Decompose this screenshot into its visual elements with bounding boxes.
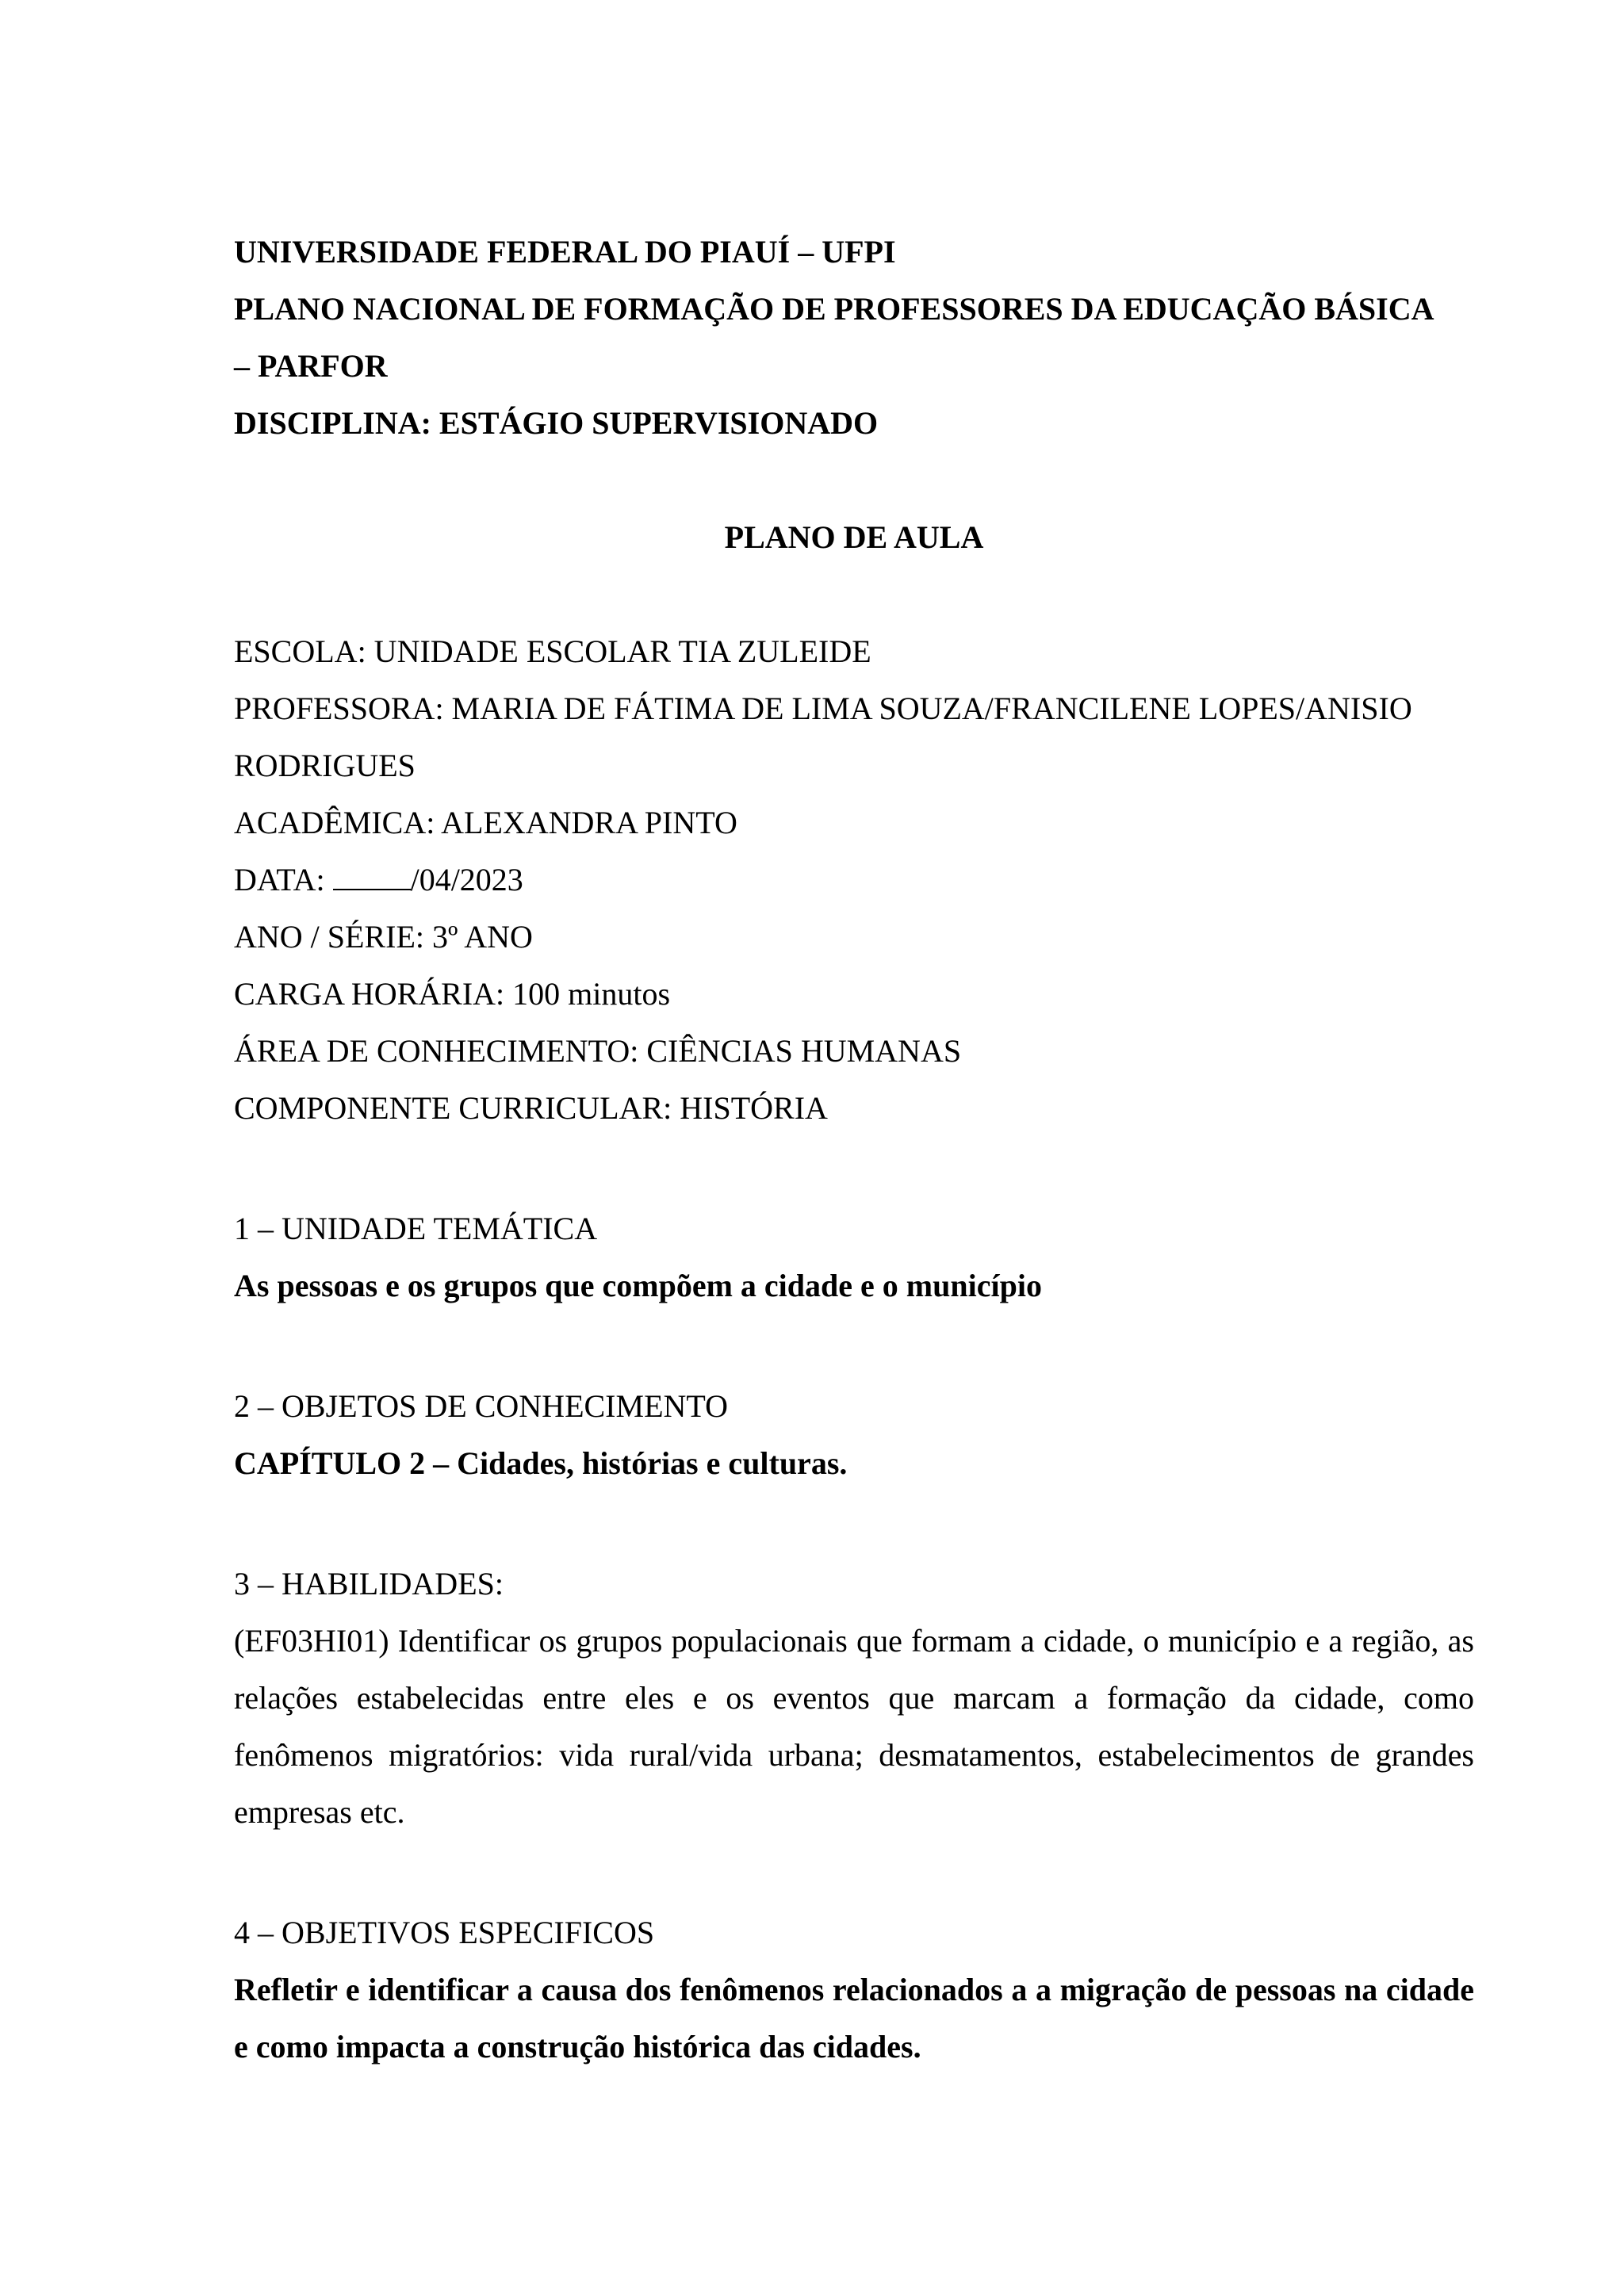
- info-carga-horaria: CARGA HORÁRIA: 100 minutos: [234, 976, 671, 1012]
- data-label: DATA:: [234, 862, 325, 897]
- info-data: [234, 851, 1474, 909]
- program-name-line1: PLANO NACIONAL DE FORMAÇÃO DE PROFESSORES DA EDUCAÇÃO BÁSICA: [234, 291, 1434, 327]
- spacer: [234, 1137, 1474, 1200]
- document-page: [234, 224, 1474, 2076]
- document-title: PLANO DE AULA: [724, 519, 984, 555]
- spacer: [234, 452, 1474, 509]
- section4-heading: 4 – OBJETIVOS ESPECIFICOS: [234, 1915, 655, 1950]
- data-blank-field: [333, 867, 411, 890]
- data-value: /04/2023: [410, 862, 523, 897]
- spacer: [234, 566, 1474, 623]
- info-academica: ACADÊMICA: ALEXANDRA PINTO: [234, 805, 737, 840]
- spacer: [234, 1314, 1474, 1378]
- info-professora-line2: RODRIGUES: [234, 748, 416, 783]
- info-componente: COMPONENTE CURRICULAR: HISTÓRIA: [234, 1090, 828, 1126]
- info-professora-line1: PROFESSORA: MARIA DE FÁTIMA DE LIMA SOUZA/FRANCILENE LOPES/ANISIO: [234, 691, 1412, 726]
- info-ano-serie: ANO / SÉRIE: 3º ANO: [234, 919, 533, 955]
- spacer: [234, 1492, 1474, 1556]
- section2-heading: 2 – OBJETOS DE CONHECIMENTO: [234, 1388, 728, 1424]
- section1-heading: 1 – UNIDADE TEMÁTICA: [234, 1211, 598, 1246]
- section3-body: (EF03HI01) Identificar os grupos populacionais que formam a cidade, o município e a região, as relações estabelecidas entre eles e os eventos que marcam a formação da cidade, como fenômenos migratórios: vida rural/vida urbana; desmatamentos, estabelecimentos de grandes empresas etc.: [234, 1623, 1474, 1830]
- university-name: UNIVERSIDADE FEDERAL DO PIAUÍ – UFPI: [234, 234, 896, 270]
- spacer: [234, 1841, 1474, 1904]
- section2-body: CAPÍTULO 2 – Cidades, histórias e culturas.: [234, 1445, 848, 1481]
- section3-heading: 3 – HABILIDADES:: [234, 1566, 504, 1601]
- info-escola: ESCOLA: UNIDADE ESCOLAR TIA ZULEIDE: [234, 633, 871, 669]
- discipline-name: DISCIPLINA: ESTÁGIO SUPERVISIONADO: [234, 405, 879, 441]
- section1-body: As pessoas e os grupos que compõem a cidade e o município: [234, 1268, 1042, 1303]
- program-name-line2: – PARFOR: [234, 348, 388, 384]
- info-area: ÁREA DE CONHECIMENTO: CIÊNCIAS HUMANAS: [234, 1033, 962, 1069]
- section4-body: Refletir e identificar a causa dos fenômenos relacionados a a migração de pessoas na cidade e como impacta a construção histórica das cidades.: [234, 1972, 1474, 2064]
